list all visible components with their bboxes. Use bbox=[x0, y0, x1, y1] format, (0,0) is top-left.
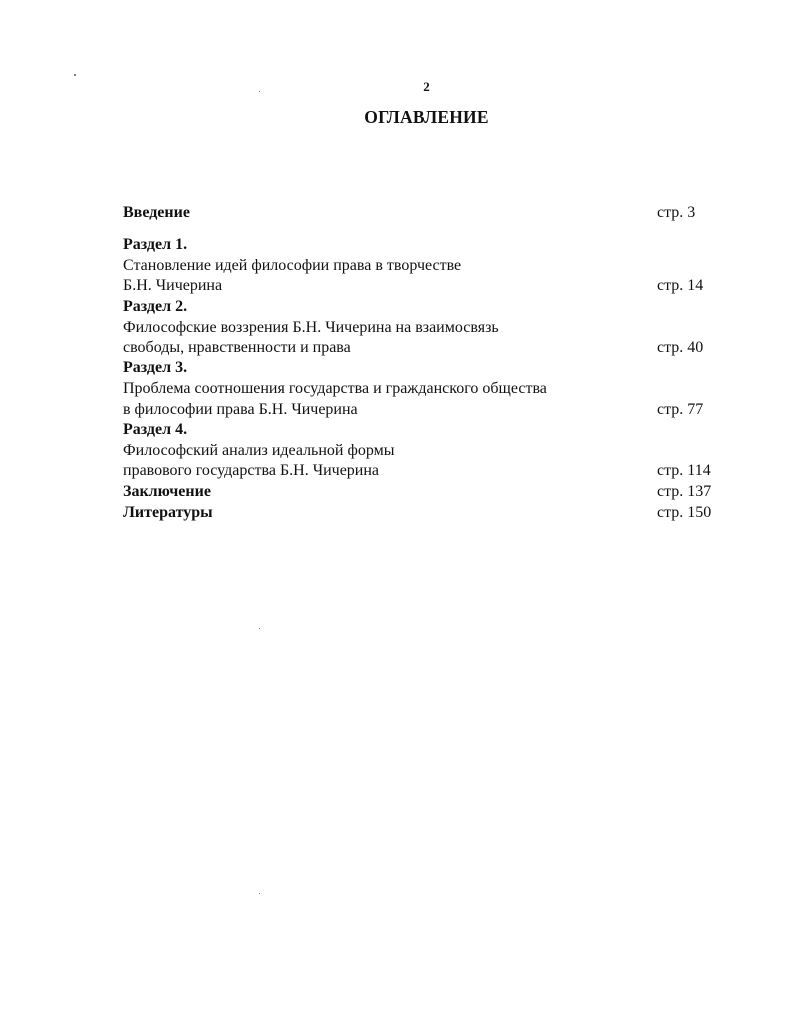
toc-section4-heading: Раздел 4. bbox=[123, 421, 188, 438]
scan-speck bbox=[259, 628, 260, 629]
toc-section1-page: стр. 14 bbox=[657, 277, 704, 294]
toc-section4-line1: Философский анализ идеальной формы bbox=[123, 442, 395, 459]
toc-section2-line2: свободы, нравственности и права bbox=[123, 339, 351, 356]
toc-section2-page: стр. 40 bbox=[657, 339, 704, 356]
page-number: 2 bbox=[423, 79, 430, 94]
toc-section3-line2: в философии права Б.Н. Чичерина bbox=[123, 401, 358, 418]
toc-conclusion-page: стр. 137 bbox=[657, 483, 712, 500]
page-title: ОГЛАВЛЕНИЕ bbox=[364, 107, 489, 127]
toc-section2-heading: Раздел 2. bbox=[123, 298, 188, 315]
toc-section1-line2: Б.Н. Чичерина bbox=[123, 277, 223, 294]
toc-section2-line1: Философские воззрения Б.Н. Чичерина на взаимосвязь bbox=[123, 319, 499, 336]
toc-conclusion-label: Заключение bbox=[123, 483, 211, 500]
toc-intro-label: Введение bbox=[123, 204, 190, 221]
toc-literature-page: стр. 150 bbox=[657, 504, 712, 521]
toc-section1-line1: Становление идей философии права в творчестве bbox=[123, 257, 462, 274]
toc-section3-line1: Проблема соотношения государства и гражданского общества bbox=[123, 380, 547, 397]
toc-section3-heading: Раздел 3. bbox=[123, 359, 188, 376]
toc-intro-page: стр. 3 bbox=[657, 204, 696, 221]
toc-literature-label: Литературы bbox=[123, 504, 213, 521]
toc-section1-heading: Раздел 1. bbox=[123, 236, 188, 253]
toc-section3-page: стр. 77 bbox=[657, 401, 704, 418]
scan-speck bbox=[74, 74, 76, 76]
toc-section4-page: стр. 114 bbox=[657, 462, 711, 479]
toc-section4-line2: правового государства Б.Н. Чичерина bbox=[123, 462, 380, 479]
scan-speck bbox=[259, 893, 260, 894]
